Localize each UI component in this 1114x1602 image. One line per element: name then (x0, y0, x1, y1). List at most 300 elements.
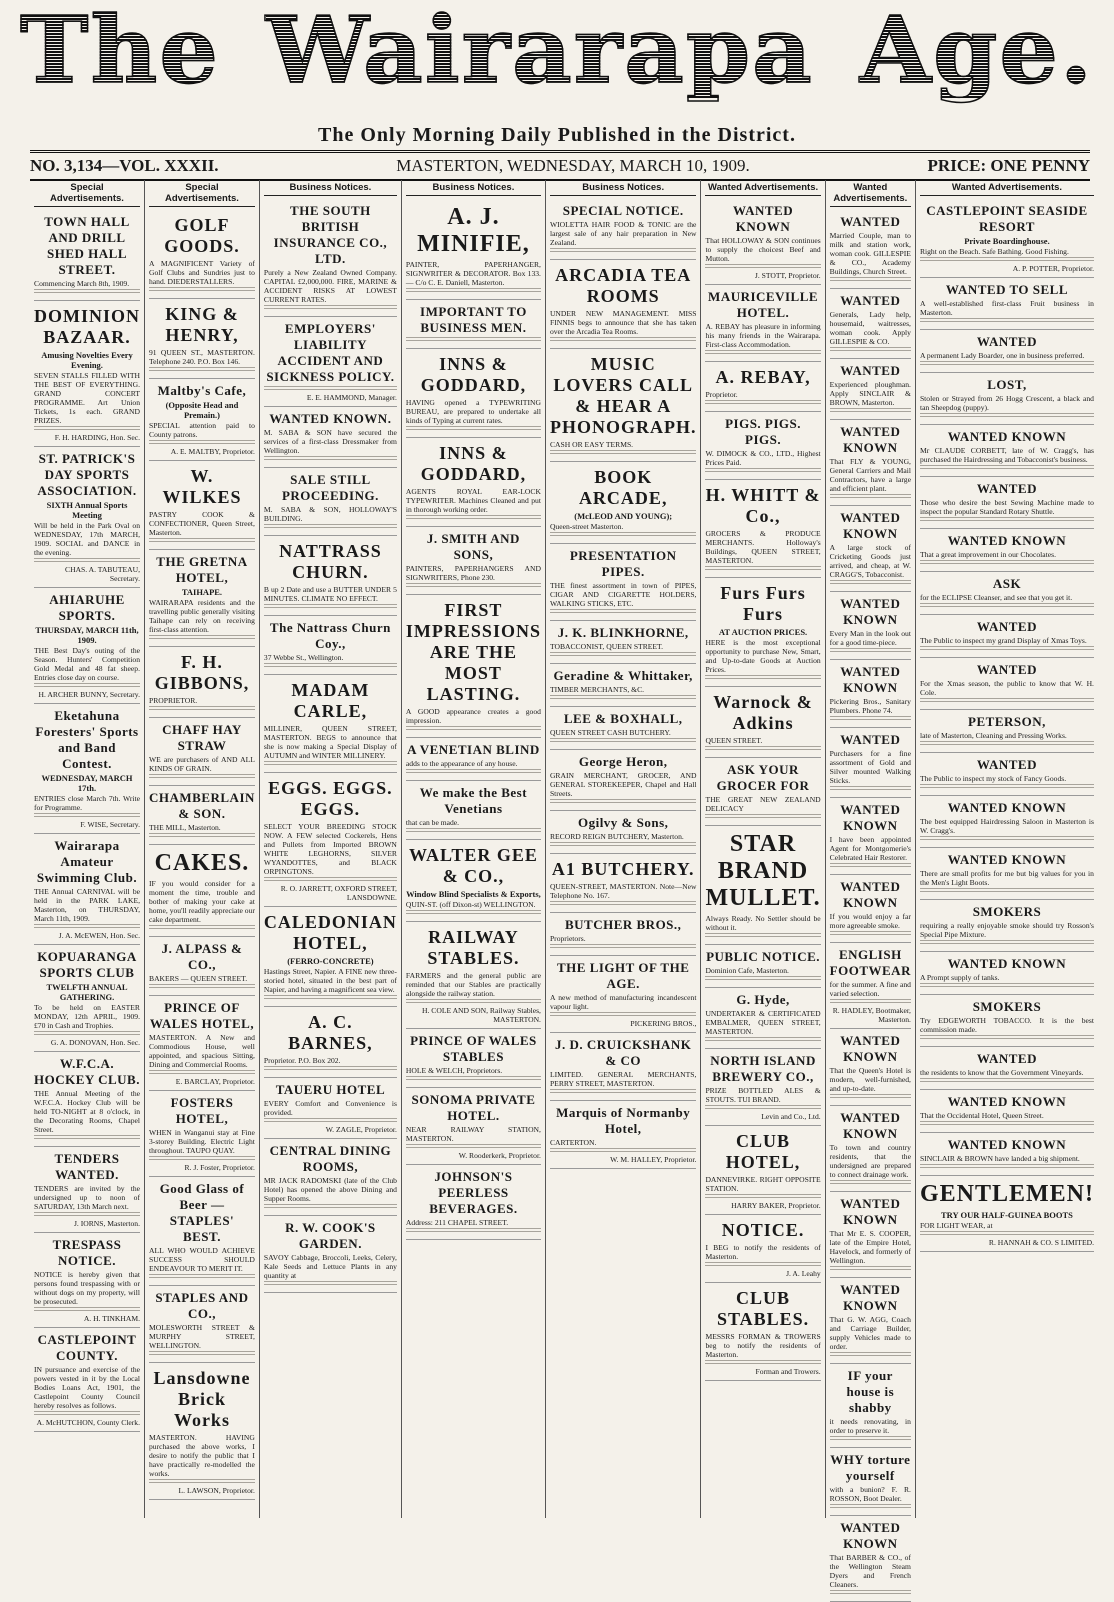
ad-signature: PICKERING BROS., (630, 1019, 697, 1028)
body-text-lines (920, 361, 1094, 367)
advertisement (920, 1047, 1094, 1090)
ad-body: PROPRIETOR. (149, 696, 198, 705)
body-text-lines (550, 842, 696, 848)
masthead (0, 0, 1114, 118)
column-3 (260, 180, 402, 1518)
ad-heading: Maltby's Cafe, (157, 383, 247, 398)
body-text-lines (34, 813, 140, 819)
body-text-lines (406, 1076, 541, 1082)
ad-heading: EGGS. EGGS. EGGS. (268, 778, 393, 819)
body-text-lines (830, 1266, 911, 1272)
body-text-lines (34, 924, 140, 930)
body-text-lines (149, 706, 255, 712)
body-text-lines (149, 984, 255, 990)
body-text-lines (920, 560, 1094, 566)
body-text-lines (149, 1070, 255, 1076)
advertisement (830, 506, 911, 592)
ad-heading: WANTED (840, 214, 901, 229)
advertisement (830, 1448, 911, 1516)
ad-heading: SMOKERS (972, 904, 1042, 919)
ad-heading: WANTED KNOWN (947, 429, 1067, 444)
ad-signature: W. ZAGLE, Proprietor. (325, 1125, 397, 1134)
advertisement (705, 412, 820, 480)
ad-heading: THE GRETNA HOTEL, (156, 554, 248, 585)
column-heading: Wanted Advertisements. (705, 182, 820, 196)
ad-heading: George Heron, (578, 754, 668, 769)
ad-signature: F. H. HARDING, Hon. Sec. (54, 433, 140, 442)
body-text-lines (920, 784, 1094, 790)
ad-body: Experienced ploughman. Apply SINCLAIR & BROWN, Masterton. (829, 380, 911, 407)
ad-body: Generals, Lady help, housemaid, waitresses, woman cook. Apply GILLESPIE & CO. (829, 310, 911, 346)
ad-heading: THE SOUTH BRITISH INSURANCE CO., LTD. (273, 203, 388, 266)
ad-body: GROCERS & PRODUCE MERCHANTS. Holloway's Buildings, QUEEN STREET, MASTERTON. (705, 529, 821, 565)
ad-body: That the Queen's Hotel is modern, well-furnished, and up-to-date. (829, 1066, 911, 1093)
ad-body: QUEEN STREET CASH BUTCHERY. (549, 728, 671, 737)
body-text-lines (920, 465, 1094, 471)
ad-heading: PUBLIC NOTICE. (706, 949, 821, 964)
advertisement (34, 834, 140, 945)
advertisement (920, 1090, 1094, 1133)
ad-body: adds to the appearance of any house. (405, 759, 518, 768)
ad-heading: WANTED KNOWN. (269, 411, 392, 426)
advertisement (34, 1147, 140, 1233)
column-8 (916, 180, 1098, 1518)
advertisement (830, 592, 911, 660)
body-text-lines (920, 888, 1094, 894)
ad-body: W. DIMOCK & CO., LTD., Highest Prices Paid. (705, 449, 821, 467)
advertisement (705, 480, 820, 578)
ad-heading: FOSTERS HOTEL, (170, 1095, 234, 1126)
ad-subheading: Window Blind Specialists & Exports, (406, 889, 541, 899)
ad-body: RECORD REIGN BUTCHERY, Masterton. (549, 832, 684, 841)
body-text-lines (550, 944, 696, 950)
ad-body: AGENTS ROYAL EAR-LOCK TYPEWRITER. Machines Cleaned and put in thorough working order. (405, 487, 541, 514)
ad-heading: TENDERS WANTED. (54, 1151, 120, 1182)
body-text-lines (830, 347, 911, 353)
issue-bar (30, 150, 1090, 181)
ad-heading: WALTER GEE & CO., (408, 845, 538, 886)
ad-signature: J. IORNS, Masterton. (73, 1219, 140, 1228)
ad-body: HAVING opened a TYPEWRITING BUREAU, are prepared to undertake all kinds of Typing at current rates. (405, 398, 541, 425)
ad-heading: WANTED KNOWN (840, 1110, 901, 1141)
ad-body: SPECIAL attention paid to County patrons. (149, 421, 255, 439)
body-text-lines (830, 494, 911, 500)
ad-body: Right on the Beach. Safe Bathing. Good Fishing. (919, 247, 1069, 256)
ad-heading: ASK (992, 576, 1022, 591)
advertisement (550, 621, 696, 664)
advertisement (149, 379, 255, 461)
advertisement (264, 317, 397, 407)
ad-heading: CAKES. (154, 850, 250, 876)
advertisement (34, 1233, 140, 1328)
advertisement (920, 900, 1094, 952)
ad-body: SAVOY Cabbage, Broccoli, Leeks, Celery, Kale Seeds and Lettuce Plants in any quantity at (263, 1253, 397, 1280)
body-text-lines (550, 248, 696, 254)
body-text-lines (264, 1066, 397, 1072)
body-text-lines (705, 675, 820, 681)
advertisement (264, 1007, 397, 1078)
body-text-lines (406, 726, 541, 732)
ad-body: QUEEN STREET. (705, 736, 763, 745)
advertisement (550, 956, 696, 1033)
body-text-lines (34, 683, 140, 689)
column-7 (826, 180, 916, 1589)
ad-heading: CALEDONIAN HOTEL, (263, 912, 397, 953)
body-text-lines (920, 1121, 1094, 1127)
ad-body: UNDERTAKER & CERTIFICATED EMBALMER, QUEEN STREET, MASTERTON. (705, 1009, 821, 1036)
ad-subheading: (McLEOD AND YOUNG); (574, 511, 673, 521)
ad-heading: DOMINION BAZAAR. (34, 306, 140, 347)
ad-heading: The Nattrass Churn Coy., (269, 620, 391, 651)
body-text-lines (705, 566, 820, 572)
ad-signature: E. BARCLAY, Proprietor. (175, 1077, 255, 1086)
ad-heading: WANTED KNOWN (947, 1094, 1067, 1109)
advertisement (264, 199, 397, 317)
ad-signature: L. LAWSON, Proprietor. (178, 1486, 255, 1495)
ad-body: late of Masterton, Cleaning and Pressing Works. (919, 731, 1067, 740)
column-1 (30, 180, 145, 1518)
ad-heading: J. K. BLINKHORNE, (557, 625, 689, 640)
advertisement (264, 468, 397, 536)
ad-heading: KING & HENRY, (165, 304, 239, 345)
ad-heading: ENGLISH FOOTWEAR (829, 947, 911, 978)
body-text-lines (264, 524, 397, 530)
body-text-lines (705, 1037, 820, 1043)
body-text-lines (830, 1590, 911, 1596)
advertisement (550, 462, 696, 544)
advertisement (406, 840, 541, 922)
advertisement (406, 527, 541, 595)
body-text-lines (830, 1094, 911, 1100)
ad-heading: WANTED KNOWN (840, 510, 901, 541)
advertisement (550, 707, 696, 750)
advertisement (406, 738, 541, 781)
body-text-lines (705, 400, 820, 406)
ad-heading: LOST, (987, 377, 1027, 392)
advertisement (920, 199, 1094, 278)
body-text-lines (705, 746, 820, 752)
advertisement (34, 210, 140, 301)
body-text-lines (149, 287, 255, 293)
body-text-lines (920, 741, 1094, 747)
ad-heading: WANTED KNOWN (840, 664, 901, 695)
ad-heading: A. C. BARNES, (288, 1012, 373, 1053)
ad-body: UNDER NEW MANAGEMENT. MISS FINNIS begs to announce that she has taken over the Arcadia Tea Rooms. (549, 309, 697, 336)
advertisement (705, 1215, 820, 1283)
body-text-lines (264, 604, 397, 610)
advertisement (264, 773, 397, 907)
ad-heading: J. ALPASS & CO., (161, 941, 243, 972)
body-text-lines (550, 695, 696, 701)
body-text-lines (264, 386, 397, 392)
issue-price: PRICE: ONE PENNY (927, 156, 1090, 175)
advertisement (149, 718, 255, 786)
ad-heading: NATTRASS CHURN. (279, 541, 382, 582)
body-text-lines (34, 289, 140, 295)
ad-heading: ST. PATRICK'S DAY SPORTS ASSOCIATION. (37, 451, 137, 498)
ad-body: M. SABA & SON, HOLLOWAY'S BUILDING. (263, 505, 397, 523)
ad-body: That G. W. AGG, Coach and Carriage Builder, supply Vehicles made to order. (829, 1315, 911, 1351)
advertisement (149, 1286, 255, 1363)
body-text-lines (550, 1089, 696, 1095)
ad-body: WAIRARAPA residents and the travelling public generally visiting Taihape can rely on receiving first-class attention. (149, 598, 255, 634)
advertisement (550, 1101, 696, 1169)
ad-body: Commencing March 8th, 1909. (34, 279, 130, 288)
ad-heading: Lansdowne Brick Works (153, 1368, 251, 1430)
ad-heading: J. D. CRUICKSHANK & CO (555, 1037, 692, 1068)
title-word-1: The (20, 0, 220, 104)
ad-heading: NOTICE. (721, 1220, 805, 1240)
column-6 (701, 180, 825, 1518)
advertisement (149, 1091, 255, 1177)
body-text-lines (34, 1031, 140, 1037)
body-text-lines (149, 1274, 255, 1280)
advertisement (550, 199, 696, 260)
body-text-lines (550, 609, 696, 615)
body-text-lines (34, 426, 140, 432)
advertisement (550, 811, 696, 854)
body-text-lines (830, 863, 911, 869)
tagline: The Only Morning Daily Published in the District. (318, 124, 796, 146)
ad-signature: Forman and Trowers. (755, 1367, 821, 1376)
ad-body: GRAIN MERCHANT, GROCER, AND GENERAL STOREKEEPER, Chapel and Hall Streets. (549, 771, 697, 798)
ad-body: WHEN in Wanganui stay at Fine 3-storey Building. Electric Light throughout. TAUPO QUAY. (149, 1128, 255, 1155)
ad-signature: Levin and Co., Ltd. (761, 1112, 821, 1121)
ad-heading: MUSIC LOVERS CALL & HEAR A PHONOGRAPH. (549, 354, 697, 437)
ad-body: For the Xmas season, the public to know that W. H. Cole. (919, 679, 1094, 697)
body-text-lines (149, 1351, 255, 1357)
ad-heading: LEE & BOXHALL, (563, 711, 683, 726)
body-text-lines (406, 1228, 541, 1234)
ad-heading: PRESENTATION PIPES. (569, 548, 677, 579)
body-text-lines (550, 652, 696, 658)
ad-body: LIMITED. GENERAL MERCHANTS, PERRY STREET, MASTERTON. (549, 1070, 697, 1088)
advertisement (550, 664, 696, 707)
body-text-lines (830, 716, 911, 722)
body-text-lines (550, 901, 696, 907)
ad-body: Pickering Bros., Sanitary Plumbers. Phone 74. (829, 697, 911, 715)
ad-body: Mr CLAUDE CORBETT, late of W. Cragg's, has purchased the Hairdressing and Tobacconist's business. (919, 446, 1094, 464)
body-text-lines (149, 440, 255, 446)
advertisement (149, 1363, 255, 1500)
ad-body: TOBACCONIST, QUEEN STREET. (549, 642, 664, 651)
ad-heading: W. WILKES (162, 466, 242, 507)
advertisement (830, 943, 911, 1029)
ad-subheading: Amusing Novelties Every Evening. (41, 350, 133, 370)
ad-body: IN pursuance and exercise of the powers vested in it by the Local Bodies Loans Act, 1901, the Castlepoint County Council hereby resolves as follows. (34, 1365, 140, 1410)
body-text-lines (149, 925, 255, 931)
ad-heading: F. H. GIBBONS, (154, 652, 250, 693)
ad-heading: R. W. COOK'S GARDEN. (285, 1220, 376, 1251)
body-text-lines (149, 774, 255, 780)
ad-body: THE MILL, Masterton. (149, 823, 221, 832)
column-heading: Special Advertisements. (34, 182, 140, 207)
body-text-lines (264, 761, 397, 767)
ad-body: BAKERS — QUEEN STREET. (149, 974, 248, 983)
ad-heading: WANTED (840, 293, 901, 308)
ad-signature: A. McHUTCHON, County Clerk. (36, 1418, 140, 1427)
ad-heading: WANTED KNOWN (840, 879, 901, 910)
ad-heading: EMPLOYERS' LIABILITY ACCIDENT AND SICKNESS POLICY. (266, 321, 395, 384)
ad-heading: NORTH ISLAND BREWERY CO., (710, 1053, 816, 1084)
ad-body: Always Ready. No Settler should be without it. (705, 914, 821, 932)
advertisement (920, 330, 1094, 373)
advertisement (264, 616, 397, 675)
body-text-lines (406, 426, 541, 432)
body-text-lines (149, 1156, 255, 1162)
ad-heading: SALE STILL PROCEEDING. (281, 472, 379, 503)
ad-heading: Marquis of Normanby Hotel, (556, 1105, 691, 1136)
ad-signature: G. A. DONOVAN, Hon. Sec. (50, 1038, 140, 1047)
ad-body: Those who desire the best Sewing Machine made to inspect the popular Standard Rotary Shuttle. (919, 498, 1094, 516)
ad-body: Proprietor. (705, 390, 738, 399)
advertisement (830, 1516, 911, 1602)
ad-heading: RAILWAY STABLES. (427, 927, 520, 968)
advertisement (264, 907, 397, 1007)
advertisement (550, 349, 696, 462)
advertisement (705, 199, 820, 285)
ad-heading: JOHNSON'S PEERLESS BEVERAGES. (429, 1169, 518, 1216)
body-text-lines (920, 413, 1094, 419)
ad-heading: GOLF GOODS. (164, 215, 240, 256)
body-text-lines (920, 940, 1094, 946)
ad-heading: WANTED KNOWN (840, 1196, 901, 1227)
ad-heading: AHIARUHE SPORTS. (49, 592, 125, 623)
ad-heading: WANTED KNOWN (840, 424, 901, 455)
advertisement (920, 615, 1094, 658)
ad-body: ALL WHO WOULD ACHIEVE SUCCESS SHOULD ENDEAVOUR TO MERIT IT. (149, 1246, 255, 1273)
ad-heading: WHY torture yourself (830, 1452, 911, 1483)
advertisement (149, 937, 255, 996)
advertisement (550, 913, 696, 956)
advertisement (920, 278, 1094, 330)
ad-body: Try EDGEWORTH TOBACCO. It is the best commission made. (919, 1016, 1094, 1034)
body-text-lines (406, 583, 541, 589)
body-text-lines (920, 1164, 1094, 1170)
advertisement (705, 1126, 820, 1215)
advertisement (406, 922, 541, 1029)
ad-body: The best equipped Hairdressing Saloon in Masterton is W. Cragg's. (919, 817, 1094, 835)
body-text-lines (705, 264, 820, 270)
ad-body: TIMBER MERCHANTS, &C. (549, 685, 645, 694)
body-text-lines (705, 468, 820, 474)
ad-heading: We make the Best Venetians (419, 785, 528, 816)
ad-heading: WANTED KNOWN (840, 1520, 901, 1551)
advertisement (550, 260, 696, 349)
advertisement (920, 710, 1094, 753)
advertisement (34, 447, 140, 588)
body-text-lines (830, 408, 911, 414)
ad-body: THE finest assortment in town of PIPES, CIGAR AND CIGARETTE HOLDERS, WALKING STICKS, ETC. (549, 581, 697, 608)
body-text-lines (920, 1078, 1094, 1084)
advertisement (920, 529, 1094, 572)
body-text-lines (705, 976, 820, 982)
body-text-lines (920, 318, 1094, 324)
ad-heading: KOPUARANGA SPORTS CLUB (37, 949, 137, 980)
ad-signature: J. A. McEWEN, Hon. Sec. (58, 931, 140, 940)
ad-heading: Good Glass of Beer — STAPLES' BEST. (159, 1181, 245, 1244)
ad-signature: F. WISE, Secretary. (80, 820, 140, 829)
advertisement (920, 477, 1094, 529)
advertisement (406, 349, 541, 438)
body-text-lines (149, 833, 255, 839)
advertisement (920, 1176, 1094, 1252)
advertisement (550, 544, 696, 621)
column-heading: Business Notices. (264, 182, 397, 196)
ad-heading: TOWN HALL AND DRILL SHED HALL STREET. (44, 214, 130, 277)
ad-body: A large stock of Cricketing Goods just arrived, and cheap, at W. CRAGG'S, Tobacconist. (829, 543, 911, 579)
body-text-lines (830, 1352, 911, 1358)
ad-body: That FLY & YOUNG, General Carriers and Mail Contractors, have a large and efficient plant. (829, 457, 911, 493)
ad-body: PASTRY COOK & CONFECTIONER, Queen Street, Masterton. (149, 510, 255, 537)
ad-body: requiring a really enjoyable smoke should try Rosson's Special Pipe Mixture. (919, 921, 1094, 939)
ad-heading: PETERSON, (968, 714, 1046, 729)
ad-heading: PRINCE OF WALES STABLES (410, 1033, 537, 1064)
body-text-lines (920, 1035, 1094, 1041)
body-text-lines (264, 663, 397, 669)
body-text-lines (920, 1231, 1094, 1237)
body-text-lines (34, 1411, 140, 1417)
body-text-lines (920, 517, 1094, 523)
advertisement (830, 660, 911, 728)
ad-signature: R. J. Foster, Proprietor. (184, 1163, 255, 1172)
ad-body: That BARBER & CO., of the Wellington Steam Dyers and French Cleaners. (829, 1553, 911, 1589)
body-text-lines (406, 1144, 541, 1150)
ad-body: That the Occidental Hotel, Queen Street. (919, 1111, 1044, 1120)
ad-heading: H. WHITT & Co., (705, 485, 821, 526)
ad-heading: WANTED (976, 1051, 1037, 1066)
ad-signature: A. E. MALTBY, Proprietor. (170, 447, 255, 456)
ad-heading: Warnock & Adkins (713, 692, 813, 733)
advertisement (264, 407, 397, 468)
advertisement (705, 362, 820, 412)
advertisement (920, 753, 1094, 796)
ad-body: THE Annual CARNIVAL will be held in the PARK LAKE, Masterton, on THURSDAY, March 11th, 1909. (34, 887, 140, 923)
body-text-lines (920, 603, 1094, 609)
body-text-lines (705, 933, 820, 939)
body-text-lines (264, 995, 397, 1001)
ad-signature: A. P. POTTER, Proprietor. (1012, 264, 1094, 273)
ad-body: WIOLETTA HAIR FOOD & TONIC are the largest sale of any hair preparation in New Zealand. (549, 220, 697, 247)
ad-body: ENTRIES close March 7th. Write for Programme. (34, 794, 140, 812)
body-text-lines (920, 257, 1094, 263)
ad-body: IF you would consider for a moment the time, trouble and bother of making your cake at home, you'll readily appreciate our cake department. (149, 879, 255, 924)
ad-body: A. REBAY has pleasure in informing his many friends in the Wairarapa. First-class Accommodation. (705, 322, 821, 349)
body-text-lines (830, 648, 911, 654)
advertisement (830, 1364, 911, 1448)
advertisement (920, 658, 1094, 710)
body-text-lines (149, 635, 255, 641)
advertisement (705, 988, 820, 1049)
ad-body: MR JACK RADOMSKI (late of the Club Hotel) has opened the above Dining and Supper Rooms. (263, 1176, 397, 1203)
ad-heading: TAUERU HOTEL (275, 1082, 386, 1097)
ad-signature: R. HADLEY, Bootmaker, Masterton. (832, 1006, 911, 1024)
ad-body: There are small profits for me but big values for you in the Men's Light Boots. (919, 869, 1094, 887)
column-heading: Business Notices. (406, 182, 541, 196)
ad-body: A MAGNIFICENT Variety of Golf Clubs and Sundries just to hand. DIEDERSTALLERS. (149, 259, 255, 286)
ad-heading: W.F.C.A. HOCKEY CLUB. (34, 1056, 140, 1087)
ad-body: M. SABA & SON have secured the services of a first-class Dressmaker from Wellington. (263, 428, 397, 455)
ad-heading: WANTED KNOWN (733, 203, 794, 234)
ad-body: MOLESWORTH STREET & MURPHY STREET, WELLINGTON. (149, 1323, 255, 1350)
ad-heading: WANTED (840, 732, 901, 747)
body-text-lines (406, 769, 541, 775)
body-text-lines (830, 786, 911, 792)
advertisement (406, 300, 541, 349)
body-text-lines (830, 277, 911, 283)
body-text-lines (264, 1204, 397, 1210)
advertisement (920, 952, 1094, 995)
